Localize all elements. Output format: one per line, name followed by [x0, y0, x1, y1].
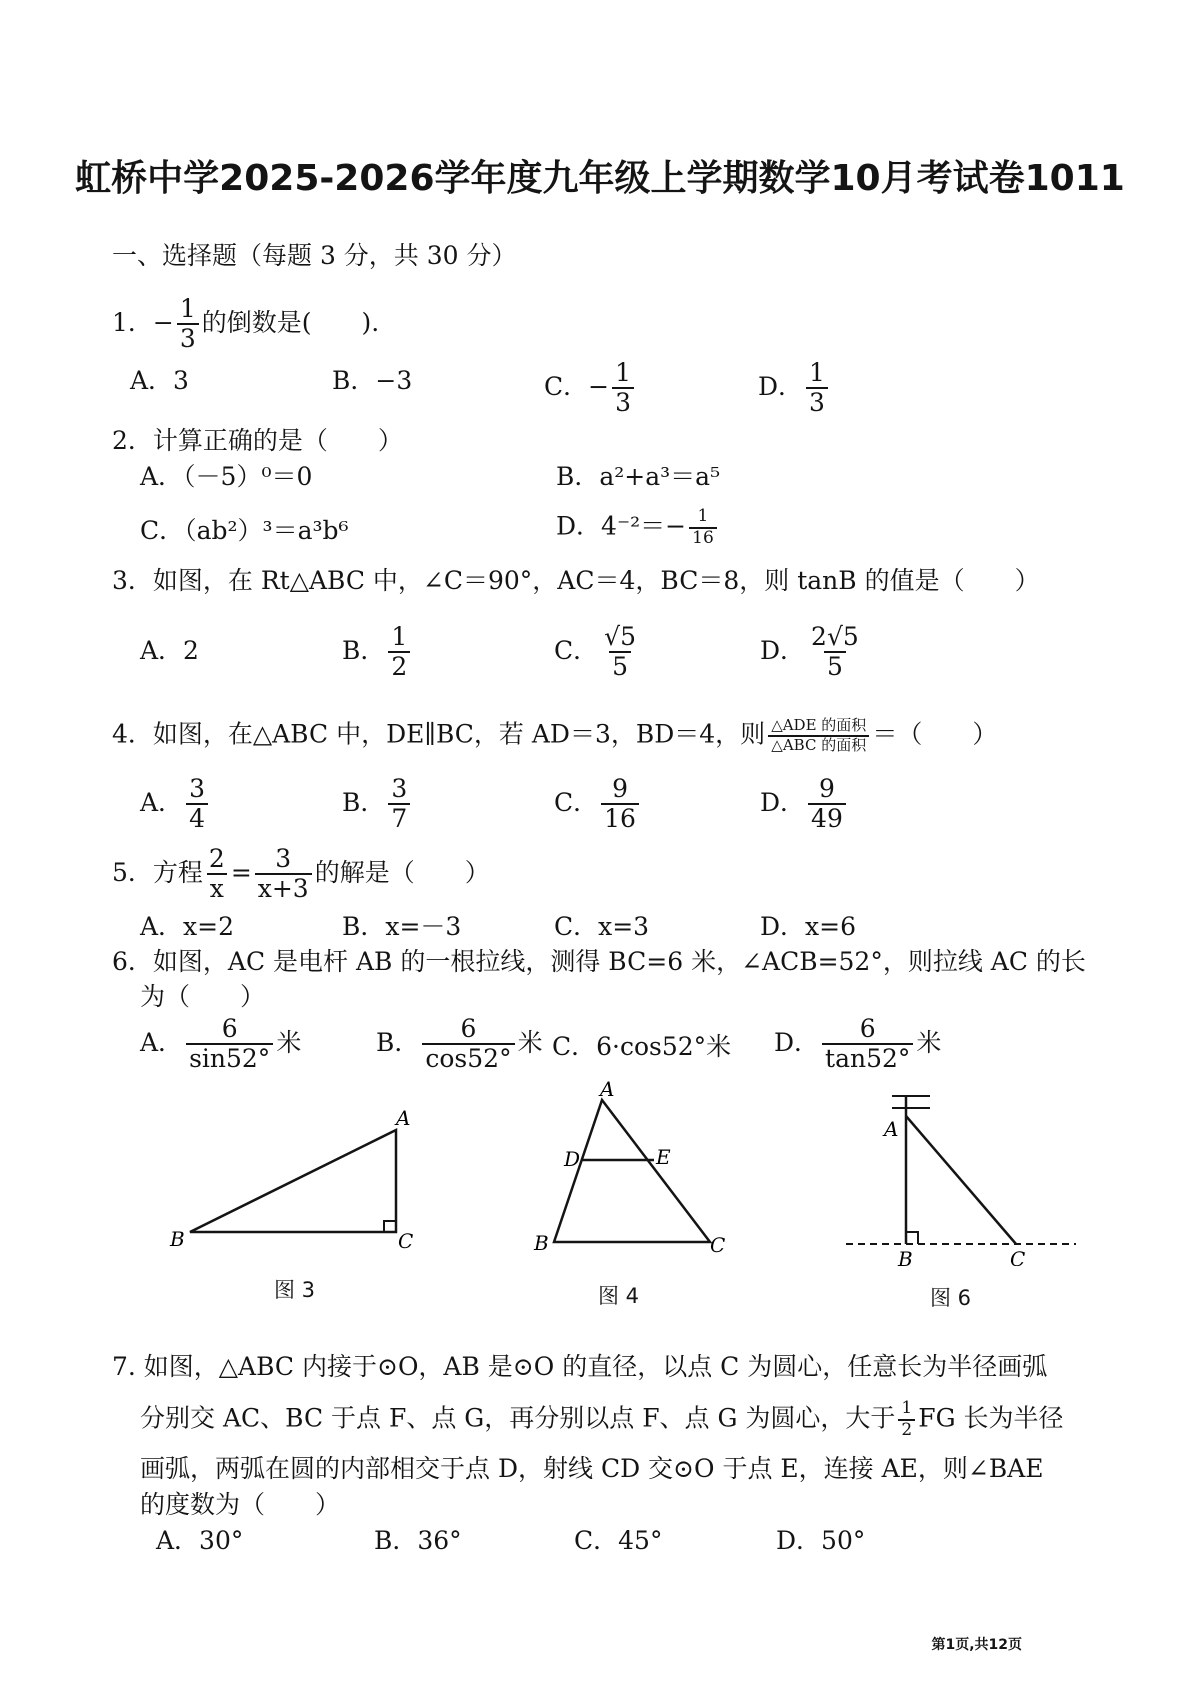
option-4d: D． $\frac{9}{49}$ — [760, 776, 849, 833]
figure-4-caption: 图 4 — [598, 1284, 640, 1308]
triangle-abc — [554, 1100, 710, 1242]
question-6-stem-line2: 为（ ） — [140, 982, 266, 1011]
option-1a: A．3 — [130, 366, 189, 395]
option-1d: D． $\frac{1}{3}$ — [758, 360, 831, 417]
question-4-stem: 4．如图，在△ABC 中，DE∥BC，若 AD＝3，BD＝4，则 $\frac{\text{△ADE 的面积}}{\text{△ABC 的面积}}$ ＝（ ） — [112, 716, 998, 754]
minus-sign: − — [152, 307, 174, 337]
option-5c: C．x=3 — [554, 912, 650, 941]
question-5-stem: 5．方程 $\frac{2}{x}$ = $\frac{3}{x+3}$ 的解是（ ） — [112, 844, 490, 904]
figure-3-caption: 图 3 — [274, 1278, 316, 1302]
point-label-e: E — [656, 1145, 671, 1169]
option-7a: A．30° — [156, 1526, 244, 1555]
point-label-b: B — [898, 1247, 913, 1266]
question-2-stem: 2．计算正确的是（ ） — [112, 426, 403, 455]
page-title: 虹桥中学2025-2026学年度九年级上学期数学10月考试卷1011 — [75, 158, 1125, 199]
option-7c: C．45° — [574, 1526, 663, 1555]
page-number: 第1页,共12页 — [931, 1637, 1022, 1653]
option-2c: C．（ab²）³＝a³b⁶ — [140, 516, 349, 545]
point-label-b: B — [534, 1231, 549, 1255]
option-7d: D．50° — [776, 1526, 866, 1555]
question-number: 1． — [112, 307, 153, 337]
option-2a: A．（－5）⁰＝0 — [140, 462, 313, 491]
right-angle-mark — [384, 1221, 396, 1232]
question-7-line1: 7. 如图，△ABC 内接于⊙O，AB 是⊙O 的直径，以点 C 为圆心，任意长为半径画弧 — [112, 1352, 1048, 1381]
option-4b: B． $\frac{3}{7}$ — [342, 776, 413, 833]
point-label-b: B — [170, 1227, 185, 1251]
figure-6-caption: 图 6 — [930, 1286, 972, 1310]
option-7b: B．36° — [374, 1526, 462, 1555]
option-6a: A． $\frac{6}{\sin 52^\circ}$ 米 — [140, 1014, 302, 1074]
option-2b: B．a²+a³＝a⁵ — [556, 462, 721, 491]
option-6b: B． $\frac{6}{\cos 52^\circ}$ 米 — [376, 1014, 543, 1074]
point-label-a: A — [600, 1080, 615, 1101]
question-6-stem-line1: 6．如图，AC 是电杆 AB 的一根拉线，测得 BC=6 米，∠ACB=52°，则拉线 AC 的长 — [112, 947, 1086, 976]
point-label-c: C — [1010, 1247, 1026, 1266]
option-3c: C． $\frac{√5}{5}$ — [554, 622, 636, 682]
question-7-line3: 画弧，两弧在圆的内部相交于点 D，射线 CD 交⊙O 于点 E，连接 AE，则∠BAE — [140, 1454, 1044, 1483]
option-6d: D． $\frac{6}{\tan 52^\circ}$ 米 — [774, 1014, 942, 1074]
option-1b: B．−3 — [332, 366, 413, 395]
option-5d: D．x=6 — [760, 912, 856, 941]
option-2d: D．4⁻²＝− $\frac{1}{16}$ — [556, 508, 720, 548]
option-5a: A．x=2 — [140, 912, 235, 941]
guy-wire-ac — [906, 1116, 1016, 1244]
point-label-d: D — [564, 1147, 581, 1171]
question-3-stem: 3．如图，在 Rt△ABC 中，∠C＝90°，AC＝4，BC＝8，则 tanB 的值是（ ） — [112, 566, 1040, 595]
question-7-line4: 的度数为（ ） — [140, 1490, 341, 1519]
figure-4-triangle — [520, 1080, 740, 1260]
point-label-a: A — [884, 1117, 899, 1141]
question-7-line2: 分别交 AC、BC 于点 F、点 G，再分别以点 F、点 G 为圆心，大于 $\frac{1}{2}$ FG 长为半径 — [140, 1398, 1064, 1440]
option-3b: B． $\frac{1}{2}$ — [342, 624, 413, 681]
question-text: 的倒数是( ). — [201, 307, 380, 337]
section-heading: 一、选择题（每题 3 分，共 30 分） — [112, 241, 517, 270]
fraction: $\frac{1}{3}$ — [177, 296, 199, 353]
triangle-abc — [190, 1130, 396, 1232]
option-3d: D． $\frac{2√5}{5}$ — [760, 622, 859, 682]
option-5b: B．x=－3 — [342, 912, 462, 941]
point-label-c: C — [710, 1233, 726, 1257]
question-1-stem — [112, 296, 379, 353]
option-1c: C．− $\frac{1}{3}$ — [544, 360, 637, 417]
right-angle-mark — [906, 1232, 918, 1244]
option-6c: C．6·cos52°米 — [552, 1032, 732, 1061]
area-ratio-fraction: $\frac{\text{△ADE 的面积}}{\text{△ABC 的面积}}$ — [768, 718, 869, 754]
point-label-c: C — [398, 1229, 414, 1253]
option-4a: A． $\frac{3}{4}$ — [140, 776, 211, 833]
point-label-a: A — [396, 1106, 411, 1130]
figure-6-pole — [840, 1086, 1080, 1266]
figure-3-right-triangle — [160, 1100, 420, 1260]
option-3a: A．2 — [140, 636, 199, 665]
option-4c: C． $\frac{9}{16}$ — [554, 776, 642, 833]
